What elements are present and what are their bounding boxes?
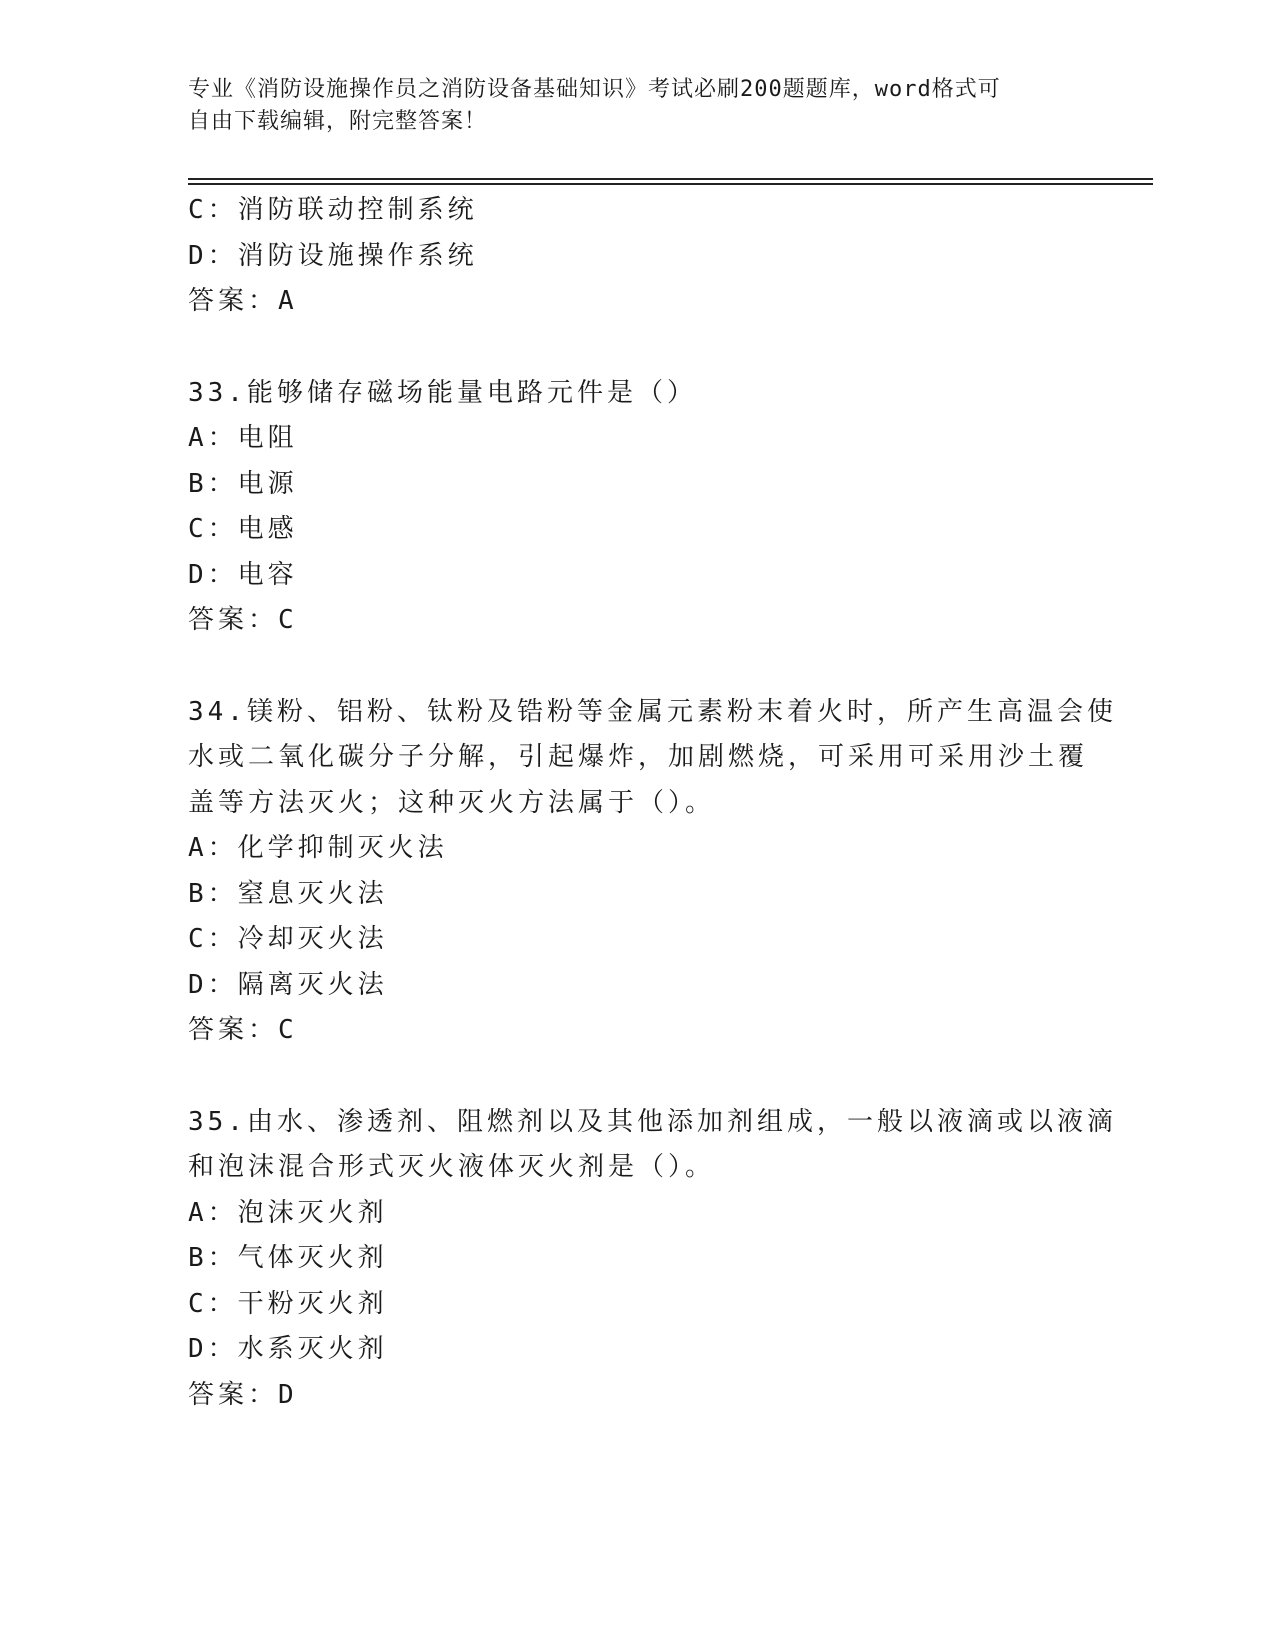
question-text: 水或二氧化碳分子分解，引起爆炸，加剧燃烧，可采用可采用沙土覆 (188, 742, 1089, 772)
option-a: A：化学抑制灭火法 (188, 833, 448, 863)
option-c: C：电感 (188, 514, 298, 544)
answer-line: 答案：A (188, 286, 298, 316)
header-line-1: 专业《消防设施操作员之消防设备基础知识》考试必刷200题题库，word格式可 (188, 77, 1001, 102)
spacer (188, 644, 1088, 690)
option-d: D：电容 (188, 559, 298, 590)
question-34 (188, 690, 1117, 1054)
header-rule-bottom (188, 183, 1153, 185)
document-header (188, 74, 1068, 138)
previous-question-tail (188, 188, 1088, 325)
header-rule-top (188, 178, 1153, 180)
option-c: C：干粉灭火剂 (188, 1288, 388, 1319)
spacer (188, 325, 1088, 371)
header-line-2: 自由下载编辑，附完整答案！ (188, 109, 488, 134)
question-list (188, 188, 1117, 1418)
option-c: C：消防联动控制系统 (188, 195, 478, 225)
answer-line: 答案：C (188, 1015, 298, 1045)
option-b: B：气体灭火剂 (188, 1243, 388, 1273)
question-text: 盖等方法灭火；这种灭火方法属于（）。 (188, 787, 716, 818)
option-a: A：电阻 (188, 423, 298, 453)
option-c: C：冷却灭火法 (188, 924, 388, 954)
spacer (188, 1054, 1088, 1100)
option-b: B：窒息灭火法 (188, 878, 388, 909)
option-d: D：水系灭火剂 (188, 1334, 388, 1364)
answer-line: 答案：C (188, 605, 298, 635)
question-text: 和泡沫混合形式灭火液体灭火剂是（）。 (188, 1152, 716, 1182)
option-b: B：电源 (188, 468, 298, 499)
question-text: 34.镁粉、铝粉、钛粉及锆粉等金属元素粉末着火时，所产生高温会使 (188, 696, 1117, 727)
answer-line: 答案：D (188, 1379, 298, 1410)
question-35 (188, 1100, 1117, 1419)
option-a: A：泡沫灭火剂 (188, 1197, 388, 1228)
option-d: D：消防设施操作系统 (188, 240, 478, 271)
question-33 (188, 371, 1088, 644)
option-d: D：隔离灭火法 (188, 969, 388, 1000)
question-text: 35.由水、渗透剂、阻燃剂以及其他添加剂组成，一般以液滴或以液滴 (188, 1106, 1117, 1137)
question-text: 33.能够储存磁场能量电路元件是（） (188, 377, 697, 408)
